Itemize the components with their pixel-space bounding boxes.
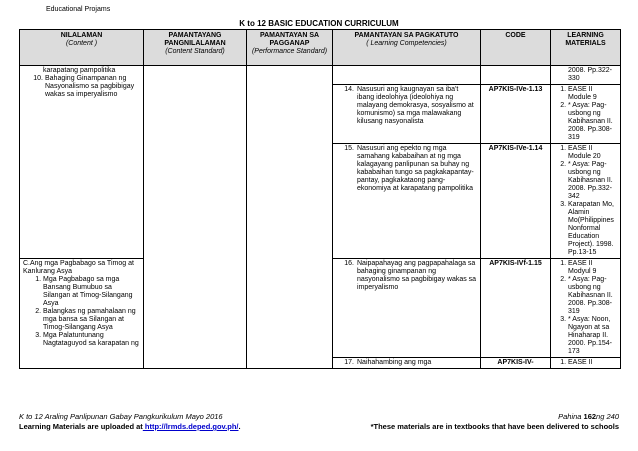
curriculum-table [19,29,621,369]
content-standard-cell [144,66,247,369]
footer-guide-title: K to 12 Araling Panlipunan Gabay Pangkurikulum Mayo 2016 [19,412,223,421]
column-header-performance-standard: PAMANTAYAN SA PAGGANAP (Performance Standard) [247,30,333,66]
content-item-10: 10. Bahaging Ginampanan ng Nasyonalismo sa pagbibigay wakas sa imperyalismo [33,75,135,98]
content-heading-c: C.Ang mga Pagbabago sa Timog at Kanlurang Asya [23,260,134,275]
content-item: 2. Balangkas ng pamahalaan ng mga bansa sa Silangan at Timog-Silangang Asya [43,308,140,332]
materials-cell-16 [551,259,621,358]
material-item: 2. * Asya: Pag-usbong ng Kabihasnan II. 2008. Pp.308-319 [568,276,617,316]
content-continuation: karapatang pampolitika [43,67,116,74]
column-header-code: CODE [481,30,551,66]
content-item: 3. Mga Palatuntunang Nagtataguyod sa karapatan ng [43,332,140,348]
competency-cell-16: 16. Naipapahayag ang pagpapahalaga sa bahaging ginampanan ng nasyonalismo sa pagbibigay wakas sa imperyalismo [333,259,481,358]
competency-cell-17: 17. Naihahambing ang mga [333,358,481,369]
column-header-learning-materials: LEARNING MATERIALS [551,30,621,66]
material-item: 1. EASE II Module 20 [568,145,617,161]
curriculum-table-wrapper [19,29,620,369]
content-cell [20,66,144,259]
materials-cell-17 [551,358,621,369]
materials-cell-15 [551,144,621,259]
content-item: 1. Mga Pagbabago sa mga Bansang Bumubuo sa Silangan at Timog-Silangang Asya [43,276,140,308]
materials-cell-continuation: 2008. Pp.322-330 [551,66,621,85]
content-cell-c [20,259,144,369]
competency-cell-14: 14. Nasusuri ang kaugnayan sa iba't ibang ideolohiya (ideolohiya ng malayang demokrasya, sosyalismo at komunismo) sa mga malawakang kilusang nasyonalista [333,85,481,144]
column-header-content-standard: PAMANTAYANG PANGNILALAMAN (Content Standard) [144,30,247,66]
footer-upload-note: Learning Materials are uploaded at http://lrmds.deped.gov.ph/. [19,422,241,431]
column-header-learning-competencies: PAMANTAYAN SA PAGKATUTO ( Learning Competencies) [333,30,481,66]
footer-materials-note: *These materials are in textbooks that have been delivered to schools [370,422,619,431]
code-cell-15: AP7KIS-IVe-1.14 [481,144,551,259]
materials-cell-14 [551,85,621,144]
material-item: 2. * Asya: Pag-usbong ng Kabihasnan II. 2008. Pp.308-319 [568,102,617,142]
column-header-content: NILALAMAN (Content ) [20,30,144,66]
material-item: 2. * Asya: Pag-usbong ng Kabihasnan II. 2008. Pp.332-342 [568,161,617,201]
material-item: 3. Karapatan Mo, Alamin Mo(Philippines Nonformal Education Project). 1998. Pp.13-15 [568,201,617,257]
lrmds-link[interactable]: http://lrmds.deped.gov.ph/ [142,422,239,431]
code-cell-empty [481,66,551,85]
code-cell-16: AP7KIS-IVf-1.15 [481,259,551,358]
document-title: K to 12 BASIC EDUCATION CURRICULUM [239,19,399,28]
material-item: 1. EASE II [568,359,617,367]
performance-standard-cell [247,66,333,369]
footer-page-number: Pahina 162ng 240 [558,412,619,421]
table-row [20,66,621,85]
competency-cell-15: 15. Nasusuri ang epekto ng mga samahang kababaihan at ng mga kalagayang panlipunan sa buhay ng kababaihan tungo sa pagkakapantay-pantay, pagkakataong pang-ekonomiya at karapatang pampolitika [333,144,481,259]
code-cell-17: AP7KIS-IV- [481,358,551,369]
material-item: 1. EASE II Module 9 [568,86,617,102]
material-item: 3. * Asya: Noon, Ngayon at sa Hinaharap II. 2000. Pp.154-173 [568,316,617,356]
code-cell-14: AP7KIS-IVe-1.13 [481,85,551,144]
brand-text: Educational Projams [46,6,111,13]
table-header-row [20,30,621,66]
material-item: 1. EASE II Modyul 9 [568,260,617,276]
competency-cell-empty [333,66,481,85]
